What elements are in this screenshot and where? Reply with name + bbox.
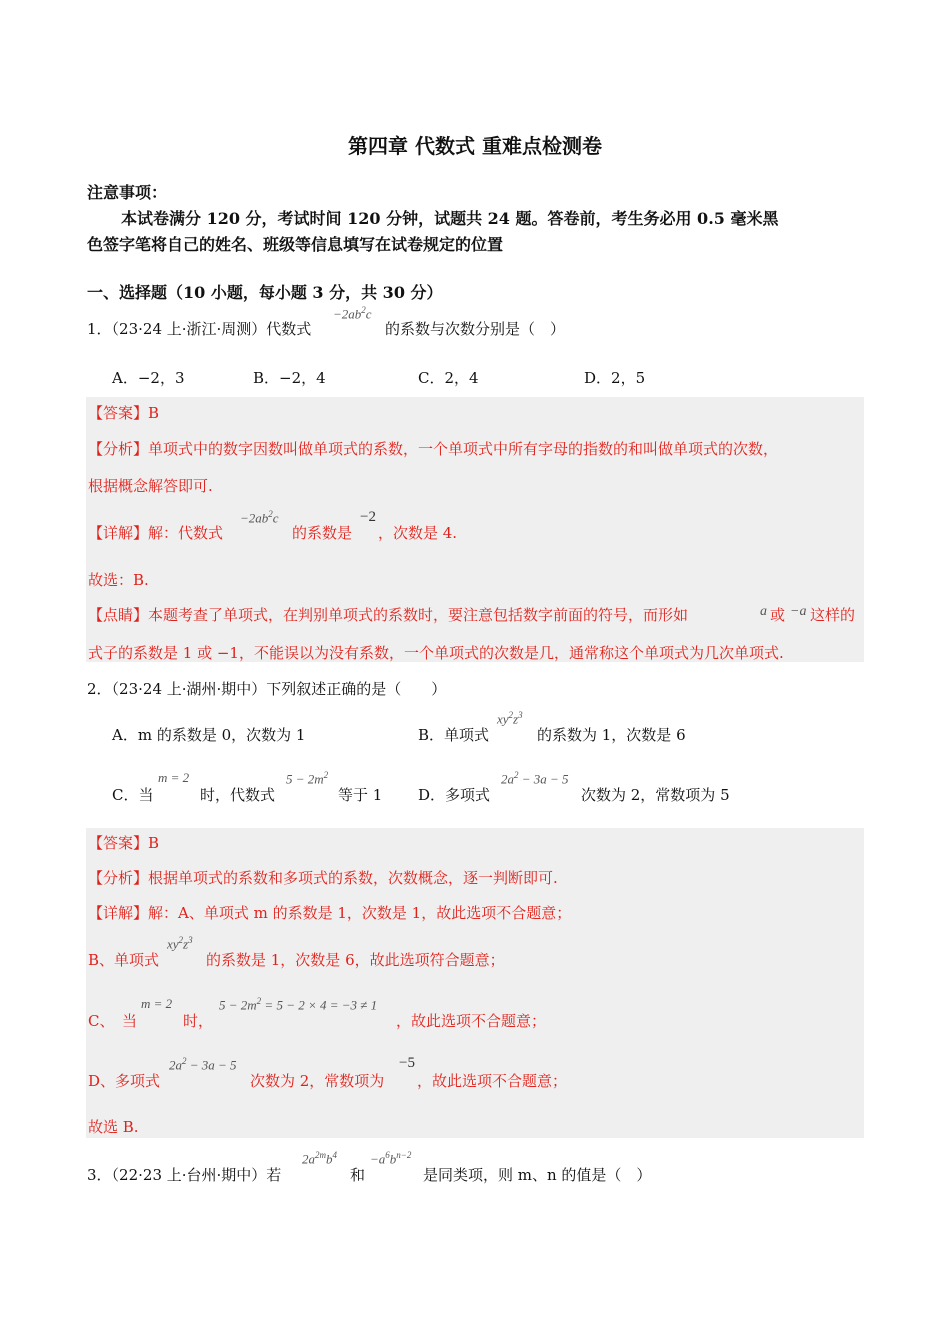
q2-option-c-start: C．当 (112, 786, 154, 804)
q2-answer: 【答案】B (88, 834, 160, 852)
q2-option-c-condition: m = 2 (158, 770, 190, 785)
q1-comment-or: 或 (770, 606, 786, 624)
q2-option-a: A．m 的系数是 0，次数为 1 (112, 726, 306, 744)
q1-comment-var-a: a (760, 604, 767, 619)
q1-detail-coefficient: −2 (360, 509, 376, 525)
q2-option-b-expression: $xy^2z^3$ (497, 710, 523, 727)
q2-option-b-end: 的系数为 1，次数是 6 (537, 726, 686, 744)
q2-detail-c-end: ，故此选项不合题意； (396, 1012, 547, 1030)
q2-detail-d-constant: −5 (399, 1055, 415, 1071)
q3-expression-2: $-a^6b^{n-2}$ (370, 1150, 412, 1167)
q1-answer: 【答案】B (88, 404, 160, 422)
page-title: 第四章 代数式 重难点检测卷 (348, 134, 602, 158)
q1-option-d: D．2，5 (584, 369, 646, 387)
q2-detail-d-end: ，故此选项不合题意； (417, 1072, 568, 1090)
q3-stem-end: 是同类项，则 m、n 的值是（ ） (423, 1166, 652, 1184)
q2-detail-line-1: 【详解】解：A、单项式 m 的系数是 1，次数是 1，故此选项不合题意； (88, 904, 572, 922)
q2-analysis: 【分析】根据单项式的系数和多项式的系数，次数概念，逐一判断即可. (88, 869, 558, 887)
q2-detail-d-start: D、多项式 (88, 1072, 161, 1090)
q2-option-b-start: B．单项式 (418, 726, 490, 744)
section-heading: 一、选择题（10 小题，每小题 3 分，共 30 分） (87, 283, 443, 302)
q2-detail-b-end: 的系数是 1，次数是 6，故此选项符合题意； (206, 951, 505, 969)
q1-choose: 故选：B. (88, 571, 149, 589)
q3-stem-start: 3．（22·23 上·台州·期中）若 (87, 1166, 282, 1184)
q2-detail-b-start: B、单项式 (88, 951, 160, 969)
q2-detail-b-expression: $xy^2z^3$ (167, 935, 193, 952)
notice-line-1: 本试卷满分 120 分，考试时间 120 分钟，试题共 24 题。答卷前，考生务必用 0.5 毫米黑 (121, 209, 779, 228)
q1-analysis-line-1: 【分析】单项式中的数字因数叫做单项式的系数，一个单项式中所有字母的指数的和叫做单项式的次数， (88, 440, 779, 458)
q1-detail-end: ，次数是 4. (378, 524, 458, 542)
q2-option-d-expression: $2a^2 - 3a - 5$ (501, 770, 569, 787)
q2-option-d-end: 次数为 2，常数项为 5 (581, 786, 730, 804)
q1-comment-line-2: 式子的系数是 1 或 −1，不能误以为没有系数，一个单项式的次数是几，通常称这个单项式为几次单项式. (88, 644, 784, 662)
q1-detail-expression: $-2ab^2c$ (240, 509, 279, 526)
q2-option-d-start: D．多项式 (418, 786, 491, 804)
q1-comment-line-1-end: 这样的 (810, 606, 856, 624)
q3-stem-and: 和 (350, 1166, 366, 1184)
q1-expression: $-2ab^2c$ (333, 305, 372, 322)
q1-option-b: B．−2，4 (253, 369, 326, 387)
notice-line-2: 色签字笔将自己的姓名、班级等信息填写在试卷规定的位置 (87, 235, 504, 254)
q2-detail-d-expression: $2a^2 - 3a - 5$ (169, 1056, 237, 1073)
q1-stem-end: 的系数与次数分别是（ ） (385, 320, 566, 338)
q2-option-c-expression: $5 - 2m^2$ (286, 770, 329, 787)
q1-option-c: C．2，4 (418, 369, 479, 387)
q2-detail-d-middle: 次数为 2，常数项为 (250, 1072, 385, 1090)
q1-comment-var-neg-a: −a (790, 604, 807, 619)
q1-analysis-line-2: 根据概念解答即可. (88, 477, 213, 495)
q2-stem: 2．（23·24 上·湖州·期中）下列叙述正确的是（ ） (87, 680, 447, 698)
q1-stem-start: 1．（23·24 上·浙江·周测）代数式 (87, 320, 312, 338)
q2-option-c-end: 等于 1 (338, 786, 383, 804)
q1-detail-middle: 的系数是 (292, 524, 353, 542)
q1-comment-line-1: 【点睛】本题考查了单项式，在判别单项式的系数时，要注意包括数字前面的符号，而形如 (88, 606, 689, 624)
q2-choose: 故选 B. (88, 1118, 139, 1136)
q2-detail-c-condition: m = 2 (141, 996, 173, 1011)
q1-detail-start: 【详解】解：代数式 (88, 524, 224, 542)
q1-option-a: A．−2，3 (112, 369, 185, 387)
notice-heading: 注意事项： (87, 183, 168, 202)
q2-detail-c-start: C、 当 (88, 1012, 137, 1030)
q3-expression-1: $2a^{2m}b^4$ (302, 1150, 337, 1167)
q2-option-c-middle: 时，代数式 (200, 786, 276, 804)
q2-detail-c-middle: 时， (183, 1012, 214, 1030)
q2-detail-c-expression: $5 - 2m^2 = 5 - 2 \times 4 = -3 \ne 1$ (219, 996, 378, 1013)
